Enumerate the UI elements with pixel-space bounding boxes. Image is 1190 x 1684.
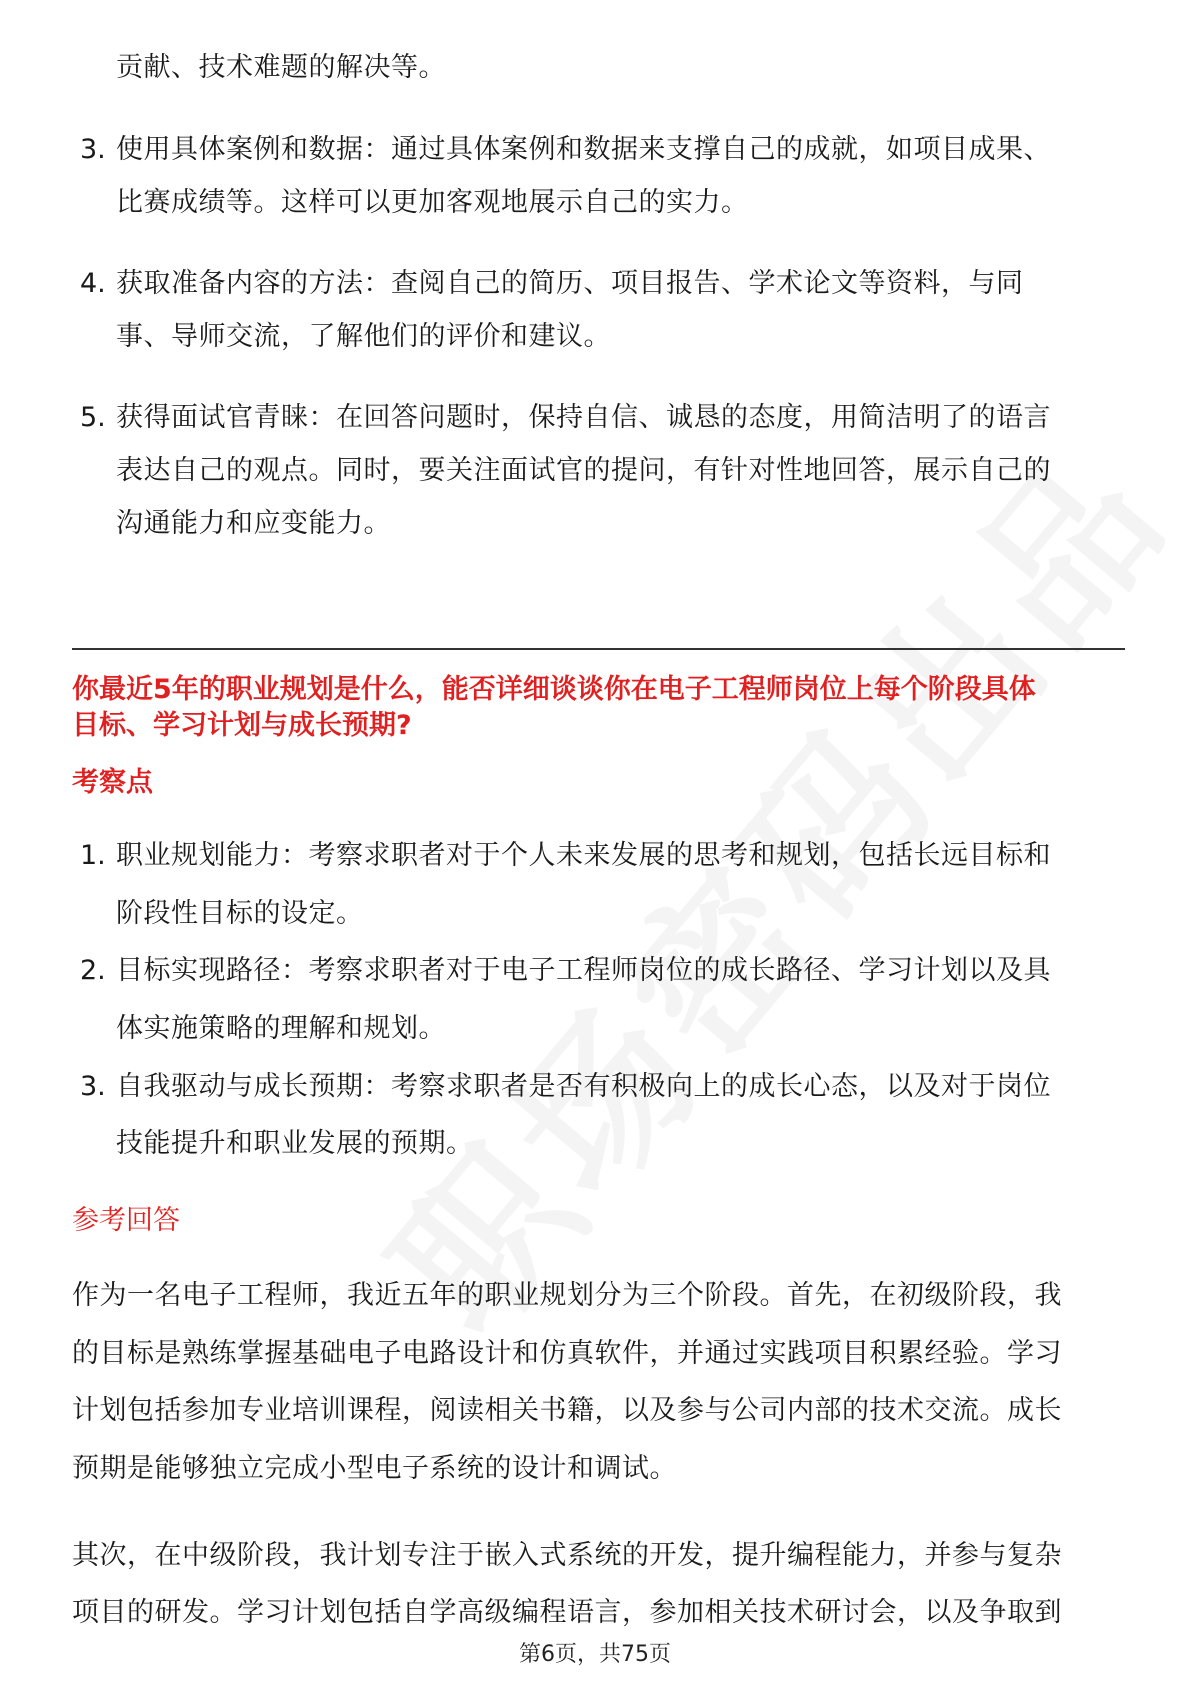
- section-divider: [72, 648, 1125, 650]
- paragraph-line: 其次，在中级阶段，我计划专注于嵌入式系统的开发，提升编程能力，并参与复杂: [72, 1540, 1062, 1571]
- list-item-text: 沟通能力和应变能力。: [116, 508, 391, 539]
- question-title: 目标、学习计划与成长预期?: [72, 710, 412, 741]
- list-item-text: 目标实现路径：考察求职者对于电子工程师岗位的成长路径、学习计划以及具: [116, 955, 1051, 986]
- section-heading-kaocha: 考察点: [72, 767, 153, 798]
- question-title: 你最近5年的职业规划是什么，能否详细谈谈你在电子工程师岗位上每个阶段具体: [72, 674, 1036, 705]
- list-item-text: 表达自己的观点。同时，要关注面试官的提问，有针对性地回答，展示自己的: [116, 455, 1051, 486]
- watermark: [329, 390, 1190, 1375]
- list-item-text: 自我驱动与成长预期：考察求职者是否有积极向上的成长心态，以及对于岗位: [116, 1071, 1051, 1102]
- paragraph-line: 作为一名电子工程师，我近五年的职业规划分为三个阶段。首先，在初级阶段，我: [72, 1280, 1062, 1311]
- list-item-text: 技能提升和职业发展的预期。: [116, 1128, 474, 1159]
- list-number: 3.: [80, 1071, 106, 1102]
- continuation-line: 贡献、技术难题的解决等。: [116, 52, 446, 83]
- page-footer: 第6页，共75页: [519, 1642, 671, 1667]
- list-item-text: 获得面试官青睐：在回答问题时，保持自信、诚恳的态度，用简洁明了的语言: [116, 402, 1051, 433]
- paragraph-line: 计划包括参加专业培训课程，阅读相关书籍，以及参与公司内部的技术交流。成长: [72, 1395, 1062, 1426]
- list-number: 5.: [80, 402, 106, 433]
- list-number: 4.: [80, 268, 106, 299]
- list-number: 3.: [80, 134, 106, 165]
- list-item-text: 比赛成绩等。这样可以更加客观地展示自己的实力。: [116, 187, 749, 218]
- paragraph-line: 项目的研发。学习计划包括自学高级编程语言，参加相关技术研讨会，以及争取到: [72, 1597, 1062, 1628]
- list-item-text: 使用具体案例和数据：通过具体案例和数据来支撑自己的成就，如项目成果、: [116, 134, 1051, 165]
- list-item-text: 阶段性目标的设定。: [116, 898, 364, 929]
- list-number: 1.: [80, 840, 106, 871]
- list-item-text: 事、导师交流，了解他们的评价和建议。: [116, 321, 611, 352]
- list-item-text: 获取准备内容的方法：查阅自己的简历、项目报告、学术论文等资料，与同: [116, 268, 1024, 299]
- list-item-text: 体实施策略的理解和规划。: [116, 1013, 446, 1044]
- list-number: 2.: [80, 955, 106, 986]
- paragraph-line: 的目标是熟练掌握基础电子电路设计和仿真软件，并通过实践项目积累经验。学习: [72, 1338, 1062, 1369]
- section-heading-answer: 参考回答: [72, 1205, 180, 1236]
- list-item-text: 职业规划能力：考察求职者对于个人未来发展的思考和规划，包括长远目标和: [116, 840, 1051, 871]
- paragraph-line: 预期是能够独立完成小型电子系统的设计和调试。: [72, 1453, 677, 1484]
